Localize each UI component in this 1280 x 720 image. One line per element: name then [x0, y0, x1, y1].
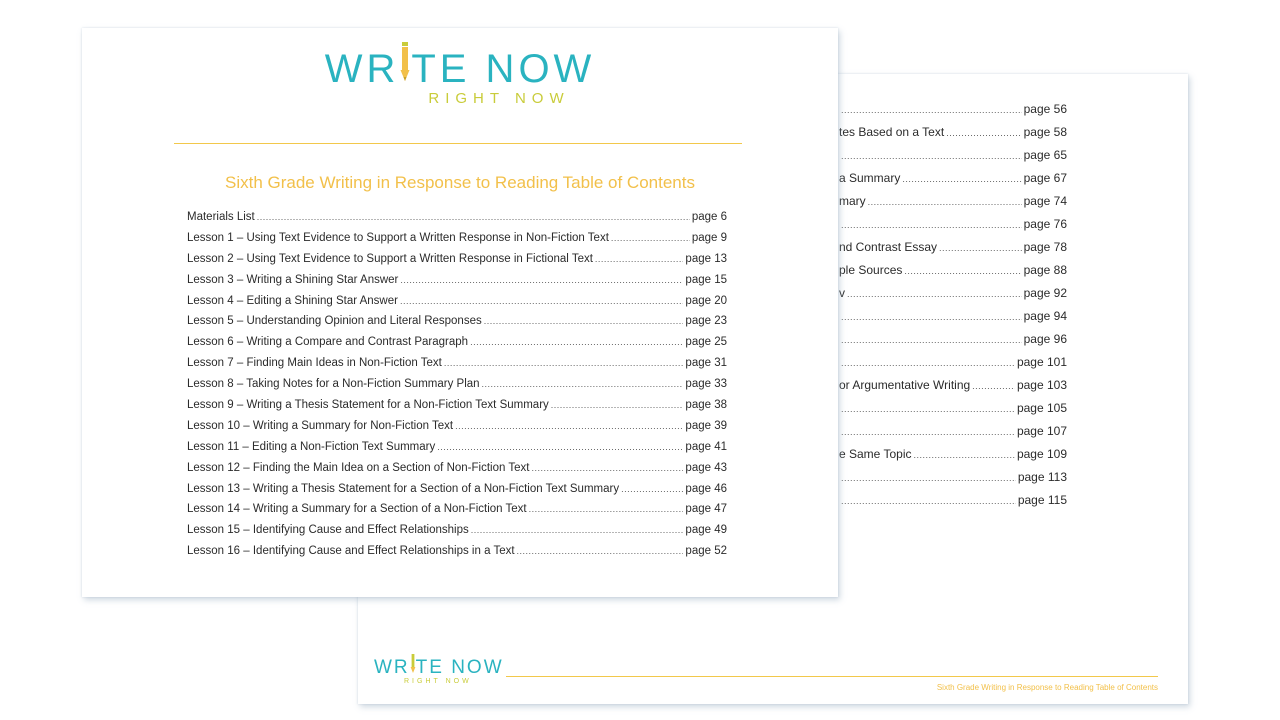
toc-entry	[187, 315, 727, 336]
toc-entry-label: Materials List	[187, 211, 255, 223]
toc-leader-dots	[444, 358, 684, 368]
toc-leader-dots	[621, 484, 683, 494]
toc-entry-page: page 76	[1023, 217, 1067, 231]
page-title: Sixth Grade Writing in Response to Reading Table of Contents	[225, 173, 695, 192]
toc-entry-page: page 109	[1016, 447, 1067, 461]
toc-leader-dots	[841, 151, 1022, 161]
toc-entry-page: page 107	[1016, 424, 1067, 438]
logo-wordmark: WR TE NOW	[374, 654, 504, 679]
toc-entry-label: or Argumentative Writing	[839, 378, 971, 392]
toc-entry-label: Lesson 3 – Writing a Shining Star Answer	[187, 273, 399, 286]
toc-entry-page: page 39	[685, 419, 727, 432]
toc-entry-label: Lesson 14 – Writing a Summary for a Section of a Non-Fiction Text	[187, 503, 527, 516]
toc-leader-dots	[841, 427, 1015, 437]
footer-logo: WR TE NOW RIGHT NOW	[374, 654, 504, 685]
toc-entry	[187, 441, 727, 462]
toc-entry	[187, 232, 727, 253]
toc-entry	[839, 401, 1067, 424]
toc-entry	[187, 524, 727, 545]
toc-entry-page: page 67	[1023, 171, 1067, 185]
toc-entry	[839, 148, 1067, 171]
toc-entry-label: Lesson 10 – Writing a Summary for Non-Fiction Text	[187, 419, 454, 432]
toc-entry-page: page 105	[1016, 401, 1067, 415]
toc-entry	[839, 194, 1067, 217]
toc-leader-dots	[529, 504, 684, 514]
toc-entry-label: ple Sources	[839, 263, 903, 277]
toc-entry	[839, 125, 1067, 148]
pencil-icon	[399, 42, 411, 92]
toc-entry-label: Lesson 8 – Taking Notes for a Non-Fiction Summary Plan	[187, 378, 480, 391]
toc-entry-page: page 113	[1017, 470, 1067, 484]
toc-leader-dots	[400, 296, 683, 306]
toc-entry-label: nd Contrast Essay	[839, 240, 938, 254]
toc-entry-page: page 41	[685, 440, 727, 453]
toc-entry-page: page 88	[1023, 263, 1067, 277]
toc-entry-page: page 23	[685, 315, 727, 328]
header-rule	[174, 143, 742, 144]
toc-entry-page: page 56	[1023, 102, 1067, 116]
toc-entry-page: page 94	[1023, 309, 1067, 323]
toc-list-front	[187, 211, 727, 566]
toc-entry-label: Lesson 16 – Identifying Cause and Effect Relationships in a Text	[187, 545, 515, 558]
toc-leader-dots	[551, 400, 684, 410]
toc-entry	[187, 336, 727, 357]
toc-entry-page: page 101	[1016, 355, 1067, 369]
toc-entry	[187, 399, 727, 420]
header-logo: WR TE NOW RIGHT NOW	[82, 42, 838, 107]
toc-entry	[839, 332, 1067, 355]
toc-entry-page: page 46	[685, 482, 727, 495]
toc-entry-label: Lesson 12 – Finding the Main Idea on a Section of Non-Fiction Text	[187, 461, 530, 474]
toc-entry	[187, 420, 727, 441]
toc-entry	[839, 424, 1067, 447]
toc-entry-label: a Summary	[839, 171, 901, 185]
toc-entry	[839, 493, 1067, 516]
pencil-icon	[410, 654, 416, 679]
toc-entry-page: page 49	[685, 524, 727, 537]
toc-entry	[187, 503, 727, 524]
toc-leader-dots	[946, 128, 1021, 138]
toc-entry-label: Lesson 11 – Editing a Non-Fiction Text Summary	[187, 440, 436, 453]
toc-entry	[839, 286, 1067, 309]
toc-entry-page: page 38	[685, 399, 727, 412]
toc-entry-label: Lesson 1 – Using Text Evidence to Support a Written Response in Non-Fiction Text	[187, 231, 609, 244]
toc-leader-dots	[939, 243, 1022, 253]
toc-leader-dots	[517, 546, 684, 556]
toc-leader-dots	[841, 358, 1015, 368]
toc-entry-page: page 43	[685, 461, 727, 474]
toc-entry-page: page 103	[1016, 378, 1067, 392]
toc-entry	[839, 263, 1067, 286]
toc-entry	[187, 378, 727, 399]
logo-wordmark: WR TE NOW	[82, 42, 838, 92]
toc-leader-dots	[914, 450, 1015, 460]
toc-leader-dots	[455, 421, 683, 431]
toc-entry-page: page 6	[691, 211, 727, 223]
toc-entry-page: page 25	[685, 336, 727, 349]
toc-entry-label: Lesson 4 – Editing a Shining Star Answer	[187, 294, 398, 307]
toc-entry-page: page 52	[685, 545, 727, 558]
toc-leader-dots	[841, 404, 1015, 414]
toc-leader-dots	[841, 473, 1016, 483]
toc-leader-dots	[904, 266, 1021, 276]
toc-entry	[187, 253, 727, 274]
toc-list-back	[839, 102, 1067, 516]
toc-leader-dots	[841, 496, 1016, 506]
toc-leader-dots	[531, 463, 683, 473]
toc-entry	[839, 447, 1067, 470]
toc-entry	[187, 483, 727, 504]
toc-entry-label: v	[839, 286, 845, 300]
toc-entry-label: Lesson 6 – Writing a Compare and Contrast Paragraph	[187, 336, 469, 349]
toc-entry-page: page 78	[1023, 240, 1067, 254]
toc-entry	[839, 102, 1067, 125]
toc-entry	[187, 274, 727, 295]
toc-entry-page: page 96	[1023, 332, 1067, 346]
toc-leader-dots	[841, 220, 1022, 230]
toc-entry	[839, 171, 1067, 194]
toc-entry-page: page 20	[685, 294, 727, 307]
toc-entry-label: Lesson 5 – Understanding Opinion and Literal Responses	[187, 315, 482, 328]
toc-leader-dots	[595, 254, 684, 264]
document-page-front	[82, 28, 838, 597]
toc-leader-dots	[841, 335, 1022, 345]
toc-leader-dots	[400, 275, 683, 285]
toc-leader-dots	[868, 197, 1022, 207]
toc-entry-page: page 13	[685, 252, 727, 265]
toc-entry	[839, 309, 1067, 332]
toc-leader-dots	[841, 105, 1022, 115]
toc-entry	[187, 462, 727, 483]
toc-entry-page: page 115	[1017, 493, 1067, 507]
toc-leader-dots	[972, 381, 1015, 391]
toc-entry-page: page 74	[1023, 194, 1067, 208]
toc-entry-page: page 31	[685, 357, 727, 370]
toc-leader-dots	[484, 316, 684, 326]
toc-entry	[187, 295, 727, 316]
toc-entry-page: page 92	[1023, 286, 1067, 300]
toc-entry-label: tes Based on a Text	[839, 125, 945, 139]
toc-entry-label: Lesson 13 – Writing a Thesis Statement for a Section of a Non-Fiction Text Summary	[187, 482, 620, 495]
toc-entry-page: page 58	[1023, 125, 1067, 139]
toc-entry-label: Lesson 2 – Using Text Evidence to Support a Written Response in Fictional Text	[187, 252, 593, 265]
toc-leader-dots	[437, 442, 683, 452]
toc-entry-page: page 15	[685, 273, 727, 286]
toc-entry	[187, 357, 727, 378]
toc-entry	[187, 211, 727, 232]
toc-leader-dots	[470, 337, 683, 347]
toc-entry	[839, 240, 1067, 263]
toc-entry	[839, 378, 1067, 401]
toc-leader-dots	[257, 212, 690, 222]
toc-entry-label: Lesson 9 – Writing a Thesis Statement for a Non-Fiction Text Summary	[187, 399, 549, 412]
toc-leader-dots	[471, 525, 684, 535]
toc-entry-page: page 9	[691, 231, 727, 244]
toc-leader-dots	[847, 289, 1022, 299]
toc-entry-label: e Same Topic	[839, 447, 912, 461]
toc-entry-page: page 47	[685, 503, 727, 516]
toc-entry	[839, 355, 1067, 378]
toc-entry-page: page 65	[1023, 148, 1067, 162]
footer-rule	[506, 676, 1158, 677]
toc-entry-label: mary	[839, 194, 866, 208]
toc-leader-dots	[611, 233, 690, 243]
toc-entry	[187, 545, 727, 566]
toc-entry-page: page 33	[685, 378, 727, 391]
toc-leader-dots	[841, 312, 1022, 322]
toc-entry-label: Lesson 7 – Finding Main Ideas in Non-Fiction Text	[187, 357, 442, 370]
toc-leader-dots	[902, 174, 1021, 184]
toc-entry	[839, 470, 1067, 493]
toc-entry	[839, 217, 1067, 240]
toc-leader-dots	[482, 379, 684, 389]
footer-text: Sixth Grade Writing in Response to Reading Table of Contents	[936, 683, 1158, 692]
toc-entry-label: Lesson 15 – Identifying Cause and Effect Relationships	[187, 524, 469, 537]
